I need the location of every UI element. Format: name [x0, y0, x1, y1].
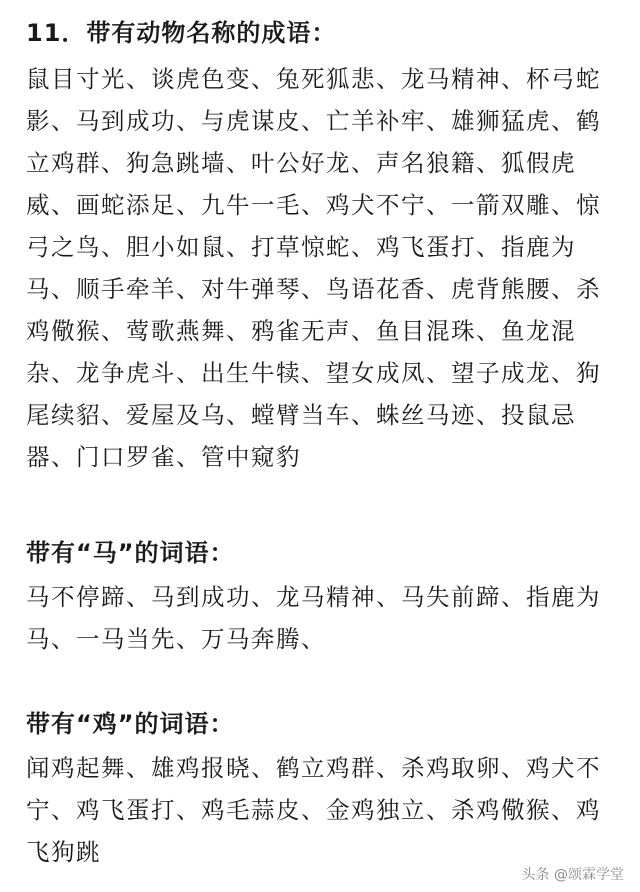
section-heading: 带有“鸡”的词语：: [26, 710, 235, 738]
text-line: 影、马到成功、与虎谋皮、亡羊补牢、雄狮猛虎、鹤: [26, 107, 601, 135]
text-line: 弓之鸟、胆小如鼠、打草惊蛇、鸡飞蛋打、指鹿为: [26, 233, 576, 261]
section-heading: 带有“马”的词语：: [26, 539, 235, 567]
text-line: 尾续貂、爱屋及乌、螳臂当车、蛛丝马迹、投鼠忌: [26, 401, 576, 429]
text-line: 宁、鸡飞蛋打、鸡毛蒜皮、金鸡独立、杀鸡儆猴、鸡: [26, 796, 601, 824]
text-line: 器、门口罗雀、管中窥豹: [26, 443, 301, 471]
section-animal-idioms: [26, 18, 626, 478]
text-line: 闻鸡起舞、雄鸡报晓、鹤立鸡群、杀鸡取卵、鸡犬不: [26, 754, 601, 782]
text-line: 鼠目寸光、谈虎色变、兔死狐悲、龙马精神、杯弓蛇: [26, 65, 601, 93]
text-line: 马、顺手牵羊、对牛弹琴、鸟语花香、虎背熊腰、杀: [26, 275, 601, 303]
text-line: 马不停蹄、马到成功、龙马精神、马失前蹄、指鹿为: [26, 583, 601, 611]
section-chicken-words: [26, 709, 626, 873]
text-line: 杂、龙争虎斗、出生牛犊、望女成凤、望子成龙、狗: [26, 359, 601, 387]
word-paragraph: [26, 576, 626, 660]
text-line: 立鸡群、狗急跳墙、叶公好龙、声名狼籍、狐假虎: [26, 149, 576, 177]
watermark: 头条 @颂霖学堂: [521, 867, 624, 883]
text-line: 鸡儆猴、莺歌燕舞、鸦雀无声、鱼目混珠、鱼龙混: [26, 317, 576, 345]
idiom-paragraph: [26, 58, 626, 478]
text-line: 飞狗跳: [26, 838, 101, 866]
section-horse-words: [26, 538, 626, 660]
word-paragraph: [26, 747, 626, 873]
text-line: 马、一马当先、万马奔腾、: [26, 625, 326, 653]
text-line: 威、画蛇添足、九牛一毛、鸡犬不宁、一箭双雕、惊: [26, 191, 601, 219]
section-heading: 11．带有动物名称的成语：: [26, 19, 337, 47]
